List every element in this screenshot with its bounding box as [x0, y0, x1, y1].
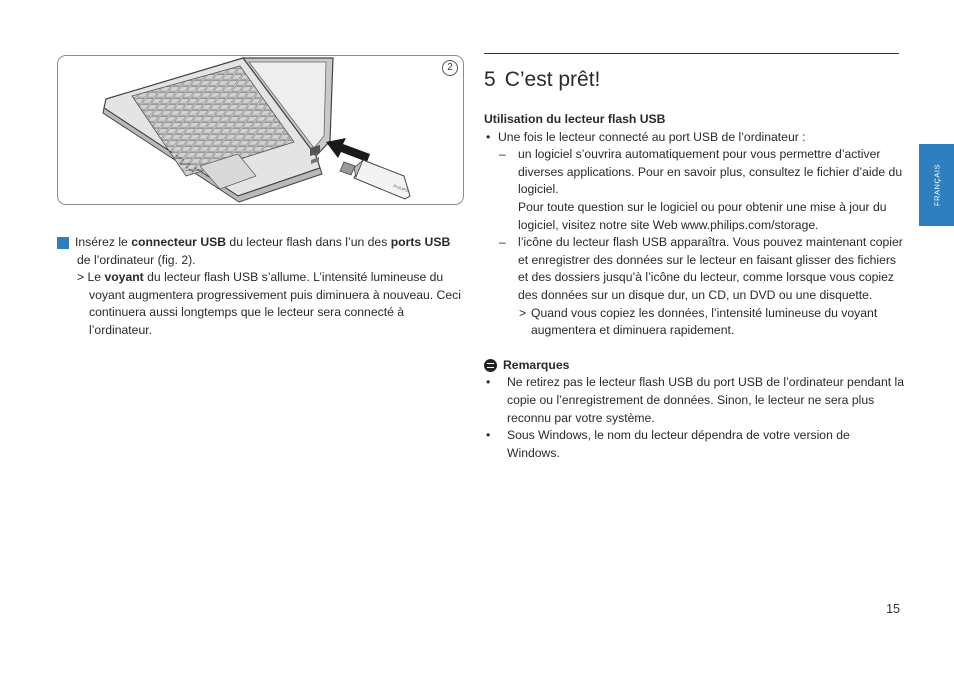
usage-dash-2-result: > Quand vous copiez les données, l’intensité lumineuse du voyant augmentera et diminuera rapidement. [519, 305, 878, 338]
note-item: • Ne retirez pas le lecteur flash USB du port USB de l’ordinateur pendant la copie ou l’enregistrement de données. Sinon, le lecteur ne sera plus reconnu par votre système. [486, 375, 904, 425]
notes-heading: Remarques [484, 357, 904, 375]
insert-arrow [326, 138, 370, 162]
bullet-marker: • [486, 129, 491, 144]
usb-flash-drive [340, 160, 410, 199]
dash-marker: – [499, 147, 506, 162]
section-title-text: C’est prêt! [504, 68, 601, 91]
usage-dash-1: – un logiciel s’ouvrira automatiquement pour vous permettre d’activer diverses applications. Pour en savoir plus, consultez le fichier d’aide du logiciel. [499, 147, 903, 197]
usage-subheading: Utilisation du lecteur flash USB [484, 112, 666, 126]
usage-dash-1-continuation: Pour toute question sur le logiciel ou pour obtenir une mise à jour du logiciel, visitez notre site Web www.philips.com/storage. [518, 199, 887, 232]
right-column [484, 111, 904, 462]
bullet-marker: • [486, 375, 491, 390]
figure-number: 2 [442, 60, 458, 76]
step-instruction: 2 Insérez le connecteur USB du lecteur flash dans l’un des ports USB de l’ordinateur (fig. 2). [50, 235, 451, 267]
dash-marker: – [499, 235, 506, 250]
step-number-badge: 2 [57, 237, 69, 249]
language-tab [919, 144, 954, 226]
bullet-marker: • [486, 428, 491, 443]
result-marker: > [519, 305, 527, 320]
section-number: 5 [484, 68, 496, 91]
page-number: 15 [886, 602, 900, 616]
section-rule [484, 53, 899, 54]
section-title [484, 66, 600, 94]
usage-bullet: • Une fois le lecteur connecté au port USB de l’ordinateur : [484, 129, 904, 147]
laptop-usb-illustration [58, 56, 464, 205]
step-result: > Le voyant du lecteur flash USB s’allume. L’intensité lumineuse du voyant augmentera progressivement puis diminuera à nouveau. Ceci continuera aussi longtemps que le lecteur sera connecté à l’ordinateur. [77, 270, 461, 337]
figure-laptop-usb [57, 55, 464, 205]
language-tab-label: FRANÇAIS [932, 164, 941, 206]
note-icon [484, 359, 497, 372]
note-item: • Sous Windows, le nom du lecteur dépendra de votre version de Windows. [486, 428, 850, 460]
usage-dash-2: – l’icône du lecteur flash USB apparaîtra. Vous pouvez maintenant copier et enregistrer des données sur le lecteur en faisant glisser des fichiers et des dossiers jusqu’à l’icône du lecteur, comme lorsque vous copiez des données sur un disque dur, un CD, un DVD ou une disquette. [499, 235, 903, 302]
left-column [50, 234, 467, 340]
drive-brand-label: PHILIPS [392, 183, 409, 194]
